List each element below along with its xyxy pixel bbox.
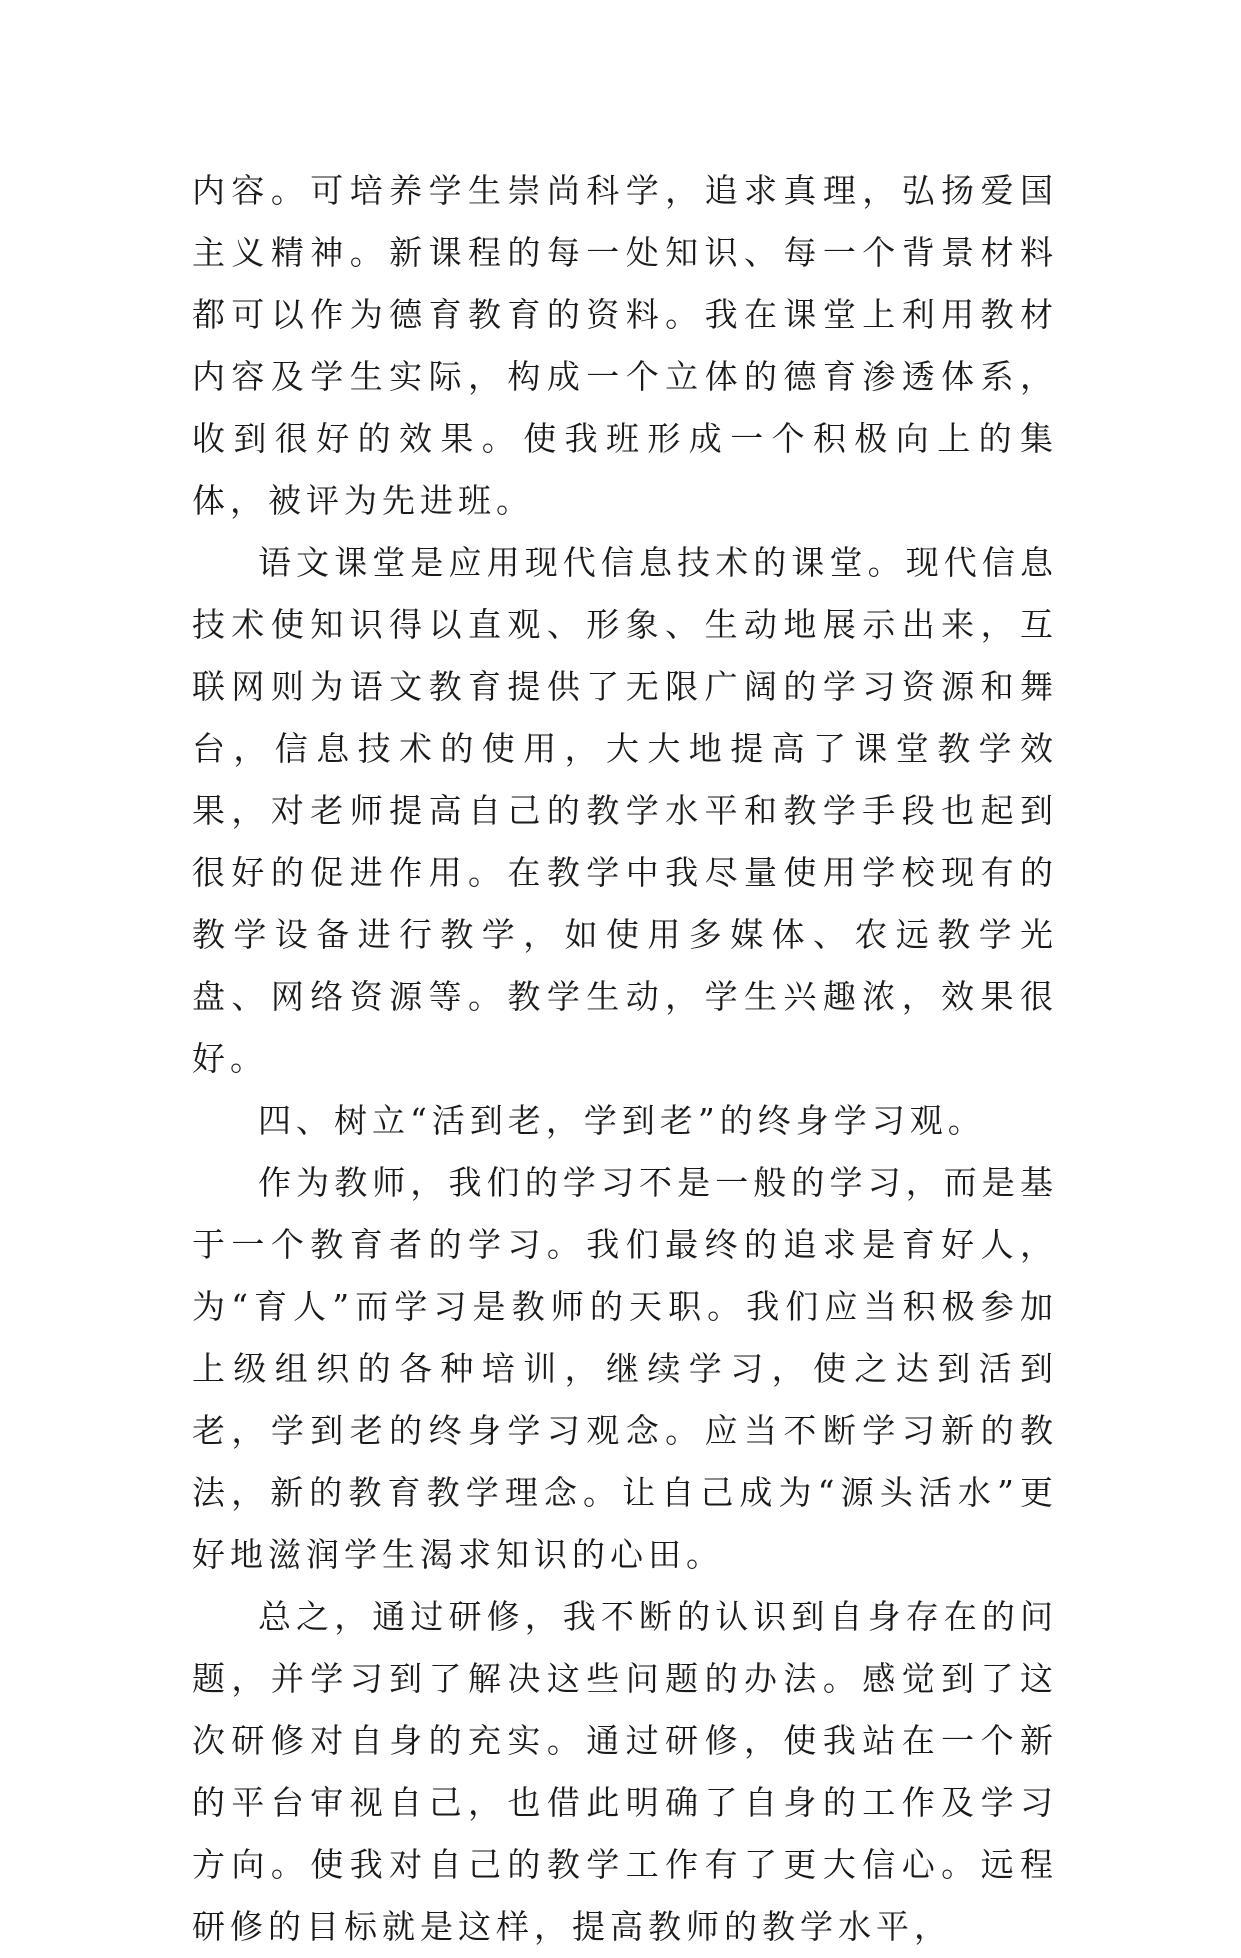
paragraph-conclusion: 总之，通过研修，我不断的认识到自身存在的问题，并学习到了解决这些问题的办法。感觉到了这次研修对自身的充实。通过研修，使我站在一个新的平台审视自己，也借此明确了自身的工作及学习方向。使我对自己的教学工作有了更大信心。远程研修的目标就是这样，提高教师的教学水平，: [192, 1597, 1058, 1946]
paragraph-teacher-learning: 作为教师，我们的学习不是一般的学习，而是基于一个教育者的学习。我们最终的追求是育好人，为“育人”而学习是教师的天职。我们应当积极参加上级组织的各种培训，继续学习，使之达到活到老，学到老的终身学习观念。应当不断学习新的教法，新的教育教学理念。让自己成为“源头活水”更好地滋润学生渴求知识的心田。: [192, 1163, 1058, 1574]
body-text: [192, 160, 1058, 1958]
section-heading-lifelong-learning: 四、树立“活到老，学到老”的终身学习观。: [258, 1101, 986, 1140]
paragraph-moral-education-continued: 内容。可培养学生崇尚科学，追求真理，弘扬爱国主义精神。新课程的每一处知识、每一个背景材料都可以作为德育教育的资料。我在课堂上利用教材内容及学生实际，构成一个立体的德育渗透体系，收到很好的效果。使我班形成一个积极向上的集体，被评为先进班。: [192, 171, 1058, 520]
paragraph-information-technology: 语文课堂是应用现代信息技术的课堂。现代信息技术使知识得以直观、形象、生动地展示出来，互联网则为语文教育提供了无限广阔的学习资源和舞台，信息技术的使用，大大地提高了课堂教学效果，对老师提高自己的教学水平和教学手段也起到很好的促进作用。在教学中我尽量使用学校现有的教学设备进行教学，如使用多媒体、农远教学光盘、网络资源等。教学生动，学生兴趣浓，效果很好。: [192, 543, 1058, 1078]
